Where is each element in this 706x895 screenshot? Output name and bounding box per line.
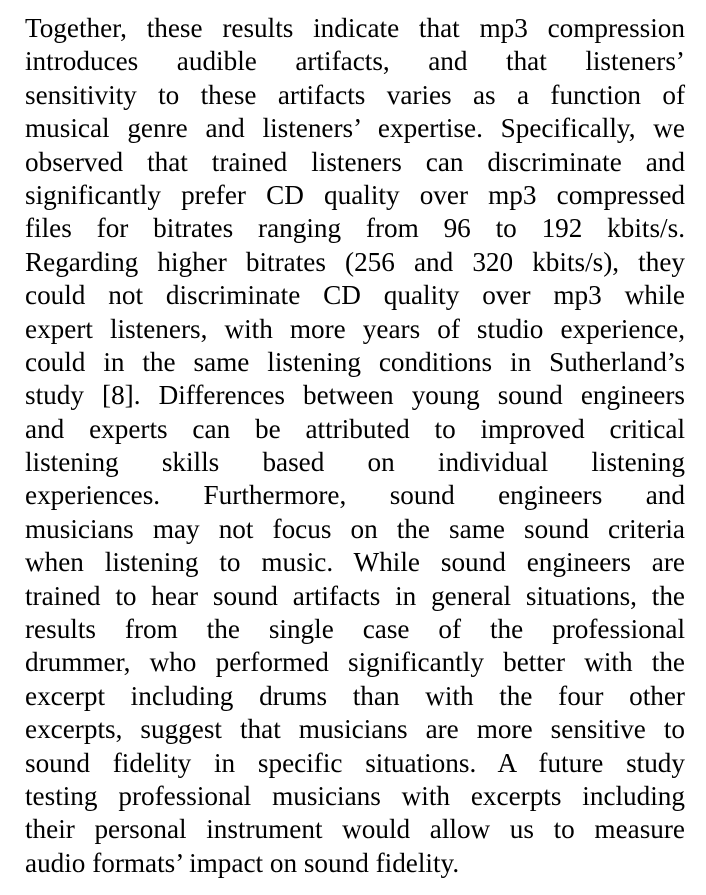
text-line: and experts can be attributed to improved critical [25,413,685,444]
text-line: drummer, who performed significantly better with the [25,647,685,678]
text-line: when listening to music. While sound engineers are [25,547,685,578]
text-line: study [8]. Differences between young sound engineers [25,380,685,411]
text-line: expert listeners, with more years of studio experience, [25,313,685,344]
text-line: musical genre and listeners’ expertise. Specifically, we [25,113,685,144]
text-line: Regarding higher bitrates (256 and 320 kbits/s), they [25,246,685,277]
text-line: significantly prefer CD quality over mp3 compressed [25,179,685,210]
text-line: trained to hear sound artifacts in general situations, the [25,580,685,611]
body-paragraph [25,12,685,880]
text-line: their personal instrument would allow us to measure [25,814,685,845]
text-line: files for bitrates ranging from 96 to 192 kbits/s. [25,213,685,244]
text-line: could in the same listening conditions in Sutherland’s [25,346,685,377]
text-line: observed that trained listeners can discriminate and [25,146,685,177]
text-line: introduces audible artifacts, and that listeners’ [25,46,685,77]
text-line: results from the single case of the professional [25,614,685,645]
text-line: excerpt including drums than with the four other [25,680,685,711]
text-line: testing professional musicians with excerpts including [25,780,685,811]
text-line: experiences. Furthermore, sound engineers and [25,480,685,511]
text-line: could not discriminate CD quality over mp3 while [25,280,685,311]
text-line: sensitivity to these artifacts varies as a function of [25,79,685,110]
text-line: musicians may not focus on the same sound criteria [25,513,685,544]
text-line: sound fidelity in specific situations. A future study [25,747,685,778]
text-line: audio formats’ impact on sound fidelity. [25,847,460,878]
text-line: listening skills based on individual listening [25,447,685,478]
text-line: excerpts, suggest that musicians are more sensitive to [25,714,685,745]
text-line: Together, these results indicate that mp3 compression [25,13,685,43]
